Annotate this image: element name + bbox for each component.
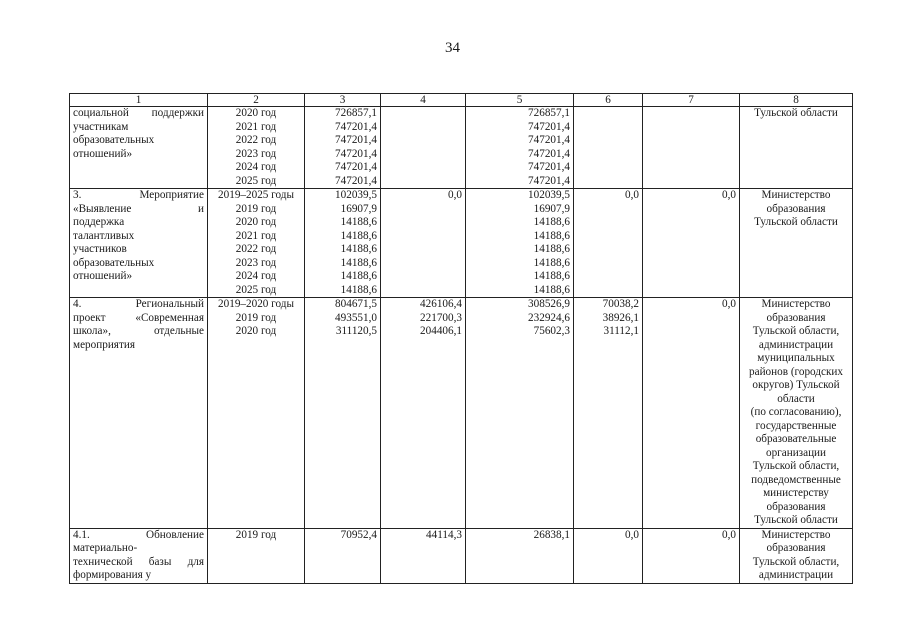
period-line: 2020 год [235,107,277,119]
regional-budget-value: 14188,6 [533,256,570,269]
responsible-executor-line: образования [766,311,826,324]
municipal-budget-value: 38926,1 [602,311,639,324]
municipal-budget-cell [574,298,643,529]
federal-budget-cell [381,107,466,189]
period-line: 2022 год [235,243,277,255]
measure-name-line: материально- [73,542,138,554]
period-line: 2019 год [235,311,277,324]
regional-budget-value: 14188,6 [533,229,570,242]
federal-budget-value: 204406,1 [420,325,462,337]
period-line: 2025 год [235,174,277,187]
regional-budget-value: 308526,9 [528,298,570,310]
period-cell [208,298,305,529]
column-header: 4 [381,94,466,107]
period-line: 2021 год [235,229,277,242]
measure-name-line: поддержка [73,216,125,228]
total-amount-value: 493551,0 [335,311,377,324]
total-amount-value: 14188,6 [340,216,377,228]
regional-budget-value: 14188,6 [533,283,570,296]
other-sources-value: 0,0 [722,298,736,310]
measure-name-line: участникам [73,120,129,133]
responsible-executor-line: образовательные [755,433,837,445]
period-line: 2024 год [235,270,277,282]
period-cell [208,528,305,583]
measure-name-line: «Выявление и [73,202,204,215]
regional-budget-value: 26838,1 [533,528,570,541]
period-line: 2019 год [235,528,277,541]
regional-budget-value: 747201,4 [528,147,570,160]
responsible-executor-line: министерству [763,487,829,499]
responsible-executor-line: Тульской области [754,216,838,228]
responsible-executor-line: районов (городских [749,365,843,378]
other-sources-cell [643,298,740,529]
regional-budget-value: 747201,4 [528,161,570,173]
municipal-budget-value: 70038,2 [602,298,639,310]
total-amount-value: 14188,6 [340,270,377,282]
federal-budget-value: 426106,4 [420,298,462,310]
responsible-executor-cell [740,107,853,189]
federal-budget-cell [381,528,466,583]
period-line: 2024 год [235,161,277,173]
table-row [70,528,853,583]
responsible-executor-line: Тульской области [754,514,838,526]
responsible-executor-line: муниципальных [757,352,835,364]
total-amount-value: 747201,4 [335,161,377,173]
regional-budget-value: 14188,6 [533,243,570,255]
federal-budget-value: 0,0 [448,189,462,201]
period-line: 2023 год [235,147,277,160]
period-line: 2019–2025 годы [218,189,294,201]
regional-budget-value: 14188,6 [533,216,570,228]
responsible-executor-line: образования [766,202,826,215]
table-row [70,298,853,529]
responsible-executor-line: администрации [758,569,834,581]
total-amount-value: 14188,6 [340,229,377,242]
responsible-executor-line: Тульской области [754,107,838,119]
total-amount-value: 102039,5 [335,189,377,201]
responsible-executor-line: образования [766,500,826,513]
measure-name-line: мероприятия [73,338,135,351]
period-cell [208,189,305,298]
municipal-budget-value: 31112,1 [603,325,639,337]
responsible-executor-line: Министерство [761,528,831,541]
other-sources-cell [643,189,740,298]
responsible-executor-line: Тульской области, [752,460,840,472]
period-line: 2020 год [235,216,277,228]
municipal-budget-cell [574,528,643,583]
measure-name-cell [70,298,208,529]
total-amount-value: 14188,6 [340,256,377,269]
federal-budget-value: 221700,3 [420,311,462,324]
regional-budget-value: 102039,5 [528,189,570,201]
measure-name-line: талантливых [73,229,135,242]
total-amount-value: 747201,4 [335,120,377,133]
regional-budget-value: 747201,4 [528,174,570,187]
measure-name-line: отношений» [73,147,133,160]
responsible-executor-line: организации [765,446,827,459]
column-header: 1 [70,94,208,107]
responsible-executor-cell [740,528,853,583]
total-amount-value: 804671,5 [335,298,377,310]
regional-budget-cell [466,298,574,529]
regional-budget-cell [466,189,574,298]
measure-name-line: 4. Региональный [73,298,204,310]
measure-name-line: школа», отдельные [73,325,204,337]
total-amount-value: 747201,4 [335,134,377,146]
federal-budget-cell [381,298,466,529]
other-sources-value: 0,0 [722,189,736,201]
total-amount-value: 14188,6 [340,243,377,255]
measure-name-line: образовательных [73,134,155,146]
regional-budget-value: 16907,9 [533,202,570,215]
column-header: 7 [643,94,740,107]
measure-name-line: 4.1. Обновление [73,528,204,541]
responsible-executor-line: округов) Тульской [752,379,840,391]
municipal-budget-cell [574,107,643,189]
column-header: 5 [466,94,574,107]
measure-name-line: отношений» [73,270,133,282]
responsible-executor-line: Тульской области, [752,555,840,568]
responsible-executor-line: государственные [755,419,837,432]
measure-name-line: проект «Современная [73,311,204,324]
responsible-executor-line: подведомственные [751,473,841,486]
measure-name-line: технической базы для [73,555,204,568]
period-line: 2023 год [235,256,277,269]
column-header: 2 [208,94,305,107]
responsible-executor-line: Министерство [761,298,831,310]
total-amount-cell [305,528,381,583]
responsible-executor-cell [740,189,853,298]
period-line: 2019–2020 годы [218,298,294,310]
total-amount-value: 16907,9 [340,202,377,215]
table-row [70,189,853,298]
responsible-executor-line: (по согласованию), [750,406,842,418]
column-header: 6 [574,94,643,107]
total-amount-cell [305,107,381,189]
responsible-executor-cell [740,298,853,529]
period-line: 2019 год [235,202,277,215]
responsible-executor-line: Министерство [761,189,831,201]
total-amount-value: 747201,4 [335,174,377,187]
regional-budget-value: 232924,6 [528,311,570,324]
measure-name-line: социальной поддержки [73,107,204,119]
total-amount-value: 747201,4 [335,147,377,160]
responsible-executor-line: администрации [758,338,834,351]
column-number-row [70,94,853,107]
municipal-budget-value: 0,0 [625,189,639,201]
total-amount-value: 14188,6 [340,283,377,296]
federal-budget-value: 44114,3 [426,528,462,541]
column-header: 8 [740,94,853,107]
measure-name-cell [70,528,208,583]
column-header: 3 [305,94,381,107]
measure-name-cell [70,189,208,298]
total-amount-value: 726857,1 [335,107,377,119]
measure-name-cell [70,107,208,189]
page-number: 34 [445,40,460,56]
period-line: 2021 год [235,120,277,133]
period-cell [208,107,305,189]
regional-budget-value: 747201,4 [528,134,570,146]
measure-name-line: формирования у [73,569,152,581]
table-row [70,107,853,189]
regional-budget-value: 726857,1 [528,107,570,119]
responsible-executor-line: области [777,392,815,405]
measure-name-line: участников [73,243,127,255]
other-sources-value: 0,0 [722,528,736,541]
regional-budget-value: 747201,4 [528,120,570,133]
period-line: 2020 год [235,325,277,337]
regional-budget-value: 75602,3 [533,325,570,337]
total-amount-value: 70952,4 [340,528,377,541]
responsible-executor-line: образования [766,542,826,554]
total-amount-cell [305,189,381,298]
total-amount-value: 311120,5 [335,325,377,337]
responsible-executor-line: Тульской области, [752,325,840,337]
municipal-budget-value: 0,0 [625,528,639,541]
measure-name-line: образовательных [73,256,155,269]
municipal-budget-cell [574,189,643,298]
measure-name-line: 3. Мероприятие [73,189,204,201]
other-sources-cell [643,107,740,189]
period-line: 2025 год [235,283,277,296]
program-funding-table [69,93,853,584]
regional-budget-value: 14188,6 [533,270,570,282]
total-amount-cell [305,298,381,529]
federal-budget-cell [381,189,466,298]
regional-budget-cell [466,528,574,583]
period-line: 2022 год [235,134,277,146]
regional-budget-cell [466,107,574,189]
other-sources-cell [643,528,740,583]
